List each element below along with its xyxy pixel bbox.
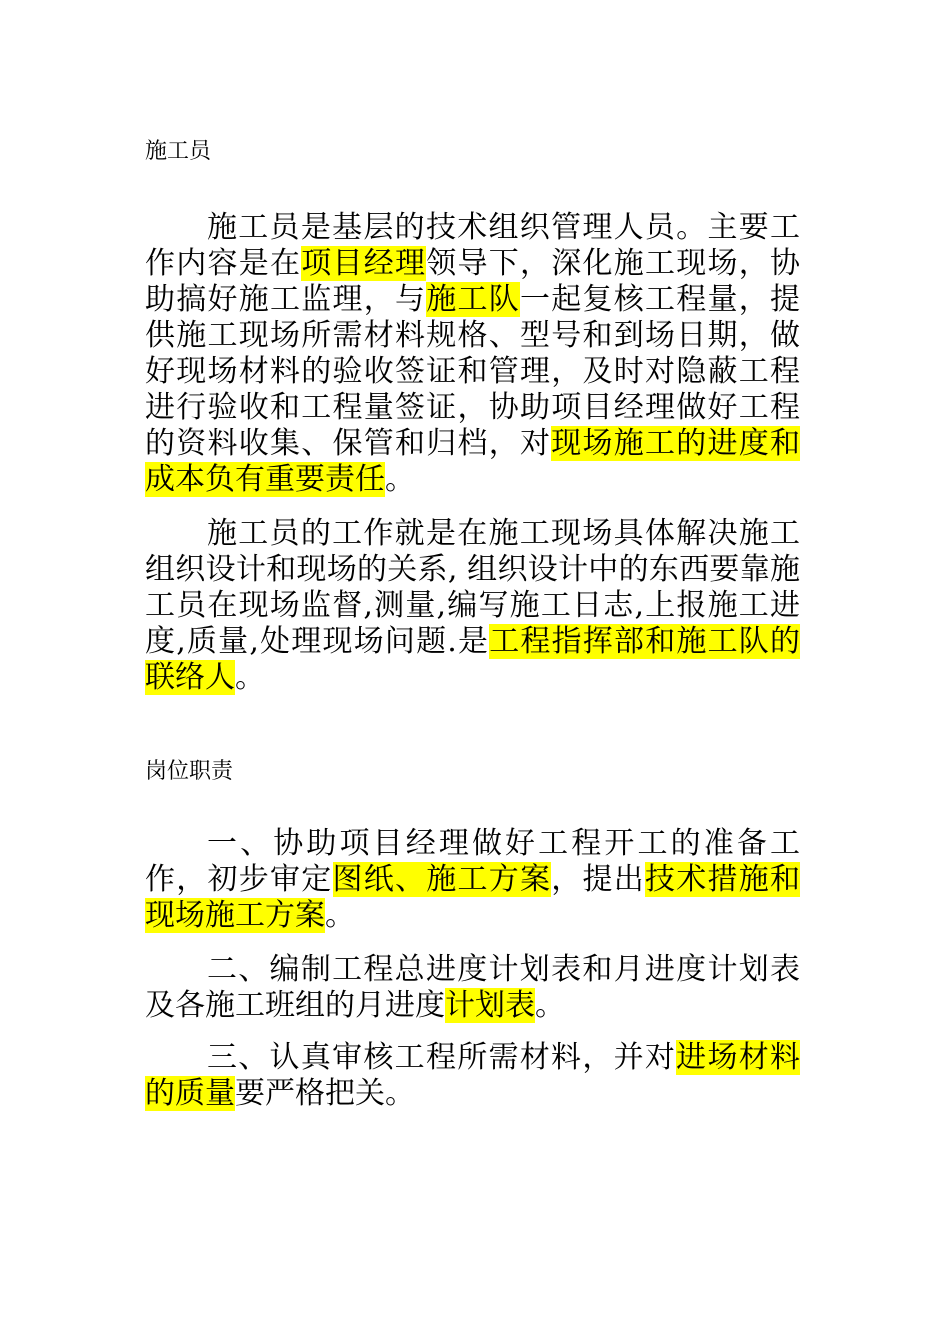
- highlighted-text: 技术措施和现场施工方案: [145, 862, 800, 933]
- text-run: 要严格把关。: [235, 1076, 415, 1111]
- paragraph-role-description: [145, 210, 800, 498]
- text-run: 二、编制工程总进度计划表和月进度计划表及各施工班组的月进度: [145, 952, 800, 1023]
- paragraph-duty-three: [145, 1040, 800, 1112]
- text-run: 施工员的工作就是在施工现场具体解决施工组织设计和现场的关系, 组织设计中的东西要靠施工员在现场监督,测量,编写施工日志,上报施工进度,质量,处理现场问题.是: [145, 516, 800, 659]
- highlighted-text: 计划表: [445, 988, 535, 1023]
- paragraph-duty-one: [145, 826, 800, 934]
- section-heading-construction-worker: 施工员: [145, 139, 212, 164]
- paragraph-duty-two: [145, 952, 800, 1024]
- text-run: 。: [385, 462, 415, 497]
- text-run: 施工员是基层的技术组织管理人员。主要工作内容是在: [145, 210, 800, 281]
- highlighted-text: 现场施工的进度和成本负有重要责任: [145, 426, 800, 497]
- text-run: ，提出: [551, 862, 645, 897]
- highlighted-text: 图纸、施工方案: [332, 862, 552, 897]
- text-run: 。: [325, 898, 355, 933]
- text-run: 一起复核工程量，提供施工现场所需材料规格、型号和到场日期，做好现场材料的验收签证和管理，及时对隐蔽工程进行验收和工程量签证，协助项目经理做好工程的资料收集、保管和归档，对: [145, 282, 800, 461]
- text-run: 。: [235, 660, 265, 695]
- paragraph-work-content: [145, 516, 800, 696]
- highlighted-text: 进场材料的质量: [145, 1040, 801, 1111]
- text-run: 一、协助项目经理做好工程开工的准备工作，初步审定: [145, 826, 800, 897]
- text-run: 三、认真审核工程所需材料，并对: [207, 1040, 677, 1075]
- highlighted-text: 工程指挥部和施工队的联络人: [145, 624, 800, 695]
- highlighted-text: 项目经理: [301, 246, 427, 281]
- section-heading-job-duties: 岗位职责: [145, 759, 234, 784]
- highlighted-text: 施工队: [426, 282, 520, 317]
- text-run: 领导下，深化施工现场，协助搞好施工监理，与: [145, 246, 800, 317]
- text-run: 。: [535, 988, 565, 1023]
